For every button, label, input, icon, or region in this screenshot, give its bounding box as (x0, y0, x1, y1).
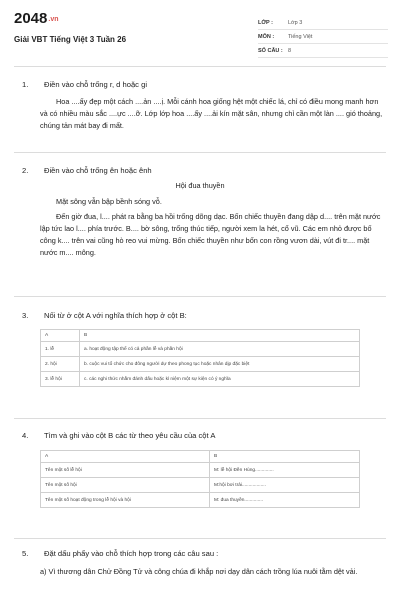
question-prompt: Điền vào chỗ trống r, d hoặc gi (44, 80, 148, 89)
table-row (41, 463, 360, 478)
table-row (41, 493, 360, 508)
question-text: a) Vì thương dân Chử Đồng Tử và công chúa đi khắp nơi dạy dân cách trồng lúa nuôi tằm dệt vải. (40, 567, 358, 576)
divider (14, 418, 386, 419)
meta-row-count (258, 44, 388, 58)
question-3 (14, 311, 386, 387)
question-5 (14, 549, 386, 578)
divider (14, 152, 386, 153)
logo-suffix: .vn (48, 15, 59, 23)
question-1 (14, 80, 386, 132)
meta-row-subject (258, 30, 388, 44)
column-header: A (41, 330, 80, 342)
question-prompt: Đặt dấu phẩy vào chỗ thích hợp trong các câu sau : (44, 549, 219, 558)
page-title: Giải VBT Tiếng Việt 3 Tuần 26 (14, 35, 127, 44)
divider (14, 296, 386, 297)
table-cell: b. cuộc vui tổ chức cho đông người dự theo phong tục hoặc nhân dịp đặc biệt (80, 357, 360, 372)
question-prompt: Tìm và ghi vào cột B các từ theo yêu cầu của cột A (44, 431, 216, 440)
meta-info (258, 16, 388, 58)
logo-text: 2048 (14, 10, 48, 27)
fill-table (40, 450, 360, 508)
divider (14, 538, 386, 539)
table-cell: c. các nghi thức nhằm đánh dấu hoặc kỉ niệm một sự kiện có ý nghĩa (80, 372, 360, 387)
table-cell: Tên một số lễ hội (41, 463, 210, 478)
question-2 (14, 166, 386, 259)
table-cell: Tên một số hoạt động trong lễ hội và hội (41, 493, 210, 508)
meta-value: 8 (288, 47, 292, 54)
question-text: Hoa ....ấy đẹp một cách ....ản ....ị. Mỗi cánh hoa giống hệt một chiếc lá, chỉ có điều mong manh hơn và có nhiều màu sắc ....ực ....ỡ. Lớp lớp hoa ....ấy ....ải kín mặt sân, nhưng chỉ cần một làn .... gió thoảng, chúng tản mát bay đi mất. (40, 97, 383, 130)
passage-line: Mặt sông vẫn bập bềnh sóng vỗ. (56, 197, 162, 206)
table-cell: M:hội bơi trải.................. (210, 478, 360, 493)
column-header: B (210, 451, 360, 463)
table-cell: Tên một số hội (41, 478, 210, 493)
meta-key: MÔN : (258, 33, 275, 40)
table-cell: a. hoạt động tập thể có cả phần lễ và phần hội (80, 342, 360, 357)
table-cell: 1. lễ (41, 342, 80, 357)
passage-title: Hội đua thuyền (175, 181, 225, 190)
column-header: B (80, 330, 360, 342)
meta-row-class (258, 16, 388, 30)
question-number: 4. (22, 431, 29, 440)
site-logo[interactable] (14, 10, 59, 27)
table-row (41, 478, 360, 493)
question-number: 1. (22, 80, 29, 89)
question-4 (14, 431, 386, 508)
table-row (41, 357, 360, 372)
meta-key: SỐ CÂU : (258, 47, 283, 54)
question-prompt: Nối từ ở cột A với nghĩa thích hợp ở cột B: (44, 311, 187, 320)
matching-table (40, 329, 360, 387)
question-number: 5. (22, 549, 29, 558)
question-text: Đến giờ đua, l.... phát ra bằng ba hồi trống dõng dạc. Bốn chiếc thuyền đang dập d.... trên mặt nước lập tức lao l.... phía trước. B.... bờ sông, trống thúc tiếp, người xem la hét, cổ vũ. Các em nhỏ được bố công k.... trên vai cũng hò reo vui mừng. Bốn chiếc thuyền như bốn con rồng vươn dài, vút đi tr.... mặt nước m.... mông. (40, 212, 381, 257)
table-row (41, 342, 360, 357)
meta-key: LỚP : (258, 19, 273, 26)
table-cell: 3. lễ hội (41, 372, 80, 387)
question-number: 3. (22, 311, 29, 320)
question-prompt: Điền vào chỗ trống ên hoặc ênh (44, 166, 152, 175)
divider (14, 66, 386, 67)
meta-value: Tiếng Việt (288, 33, 313, 40)
table-cell: 2. hội (41, 357, 80, 372)
question-number: 2. (22, 166, 29, 175)
table-row (41, 372, 360, 387)
table-header (41, 330, 360, 342)
table-cell: M: đua thuyền.............. (210, 493, 360, 508)
table-header (41, 451, 360, 463)
meta-value: Lớp 3 (288, 19, 303, 26)
table-cell: M: lễ hội Đền Hùng.............. (210, 463, 360, 478)
header (14, 10, 386, 60)
column-header: A (41, 451, 210, 463)
